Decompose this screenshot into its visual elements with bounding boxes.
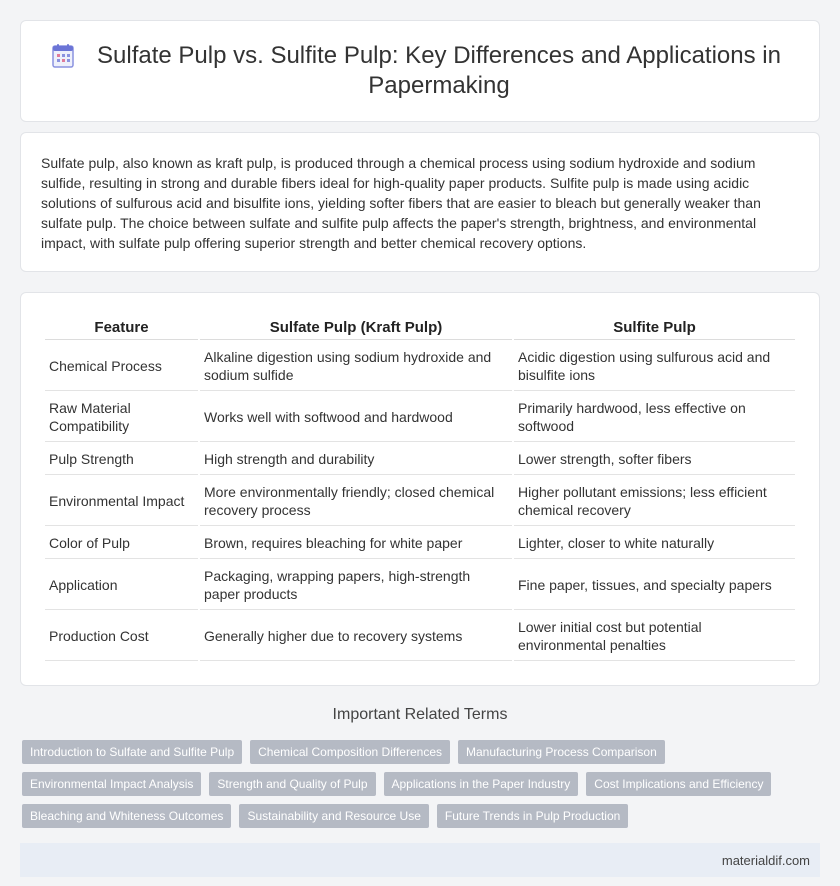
table-row	[45, 342, 795, 391]
column-header-sulfate: Sulfate Pulp (Kraft Pulp)	[200, 315, 512, 340]
footer-bar	[20, 843, 820, 877]
column-header-feature: Feature	[45, 315, 198, 340]
related-term-tag[interactable]: Bleaching and Whiteness Outcomes	[22, 804, 231, 828]
feature-cell: Raw Material Compatibility	[45, 393, 198, 442]
table-row	[45, 444, 795, 475]
table-row	[45, 393, 795, 442]
sulfite-cell: Fine paper, tissues, and specialty papers	[514, 561, 795, 610]
table-row	[45, 528, 795, 559]
sulfate-cell: Alkaline digestion using sodium hydroxide and sodium sulfide	[200, 342, 512, 391]
sulfite-cell: Higher pollutant emissions; less efficient chemical recovery	[514, 477, 795, 526]
sulfate-cell: Generally higher due to recovery systems	[200, 612, 512, 661]
table-row	[45, 477, 795, 526]
sulfate-cell: More environmentally friendly; closed chemical recovery process	[200, 477, 512, 526]
table-header-row	[45, 315, 795, 340]
related-term-tag[interactable]: Manufacturing Process Comparison	[458, 740, 665, 764]
comparison-table-card	[20, 292, 820, 686]
related-term-tag[interactable]: Applications in the Paper Industry	[384, 772, 579, 796]
table-row	[45, 561, 795, 610]
related-term-tag[interactable]: Sustainability and Resource Use	[239, 804, 428, 828]
page-title: Sulfate Pulp vs. Sulfite Pulp: Key Differences and Applications in Papermaking	[97, 42, 781, 99]
feature-cell: Production Cost	[45, 612, 198, 661]
sulfite-cell: Lower initial cost but potential environmental penalties	[514, 612, 795, 661]
feature-cell: Environmental Impact	[45, 477, 198, 526]
related-terms-heading: Important Related Terms	[332, 706, 508, 723]
feature-cell: Chemical Process	[45, 342, 198, 391]
related-term-tag[interactable]: Introduction to Sulfate and Sulfite Pulp	[22, 740, 242, 764]
feature-cell: Color of Pulp	[45, 528, 198, 559]
document-icon	[51, 43, 75, 69]
comparison-table	[43, 313, 797, 663]
column-header-sulfite: Sulfite Pulp	[514, 315, 795, 340]
feature-cell: Pulp Strength	[45, 444, 198, 475]
header-inner	[51, 41, 789, 101]
related-term-tag[interactable]: Strength and Quality of Pulp	[209, 772, 375, 796]
sulfite-cell: Lighter, closer to white naturally	[514, 528, 795, 559]
footer-site-link[interactable]: materialdif.com	[721, 852, 810, 868]
intro-card	[20, 132, 820, 272]
related-terms-list	[22, 740, 820, 828]
sulfate-cell: Brown, requires bleaching for white paper	[200, 528, 512, 559]
sulfate-cell: Works well with softwood and hardwood	[200, 393, 512, 442]
feature-cell: Application	[45, 561, 198, 610]
sulfite-cell: Lower strength, softer fibers	[514, 444, 795, 475]
sulfate-cell: High strength and durability	[200, 444, 512, 475]
sulfite-cell: Acidic digestion using sulfurous acid and bisulfite ions	[514, 342, 795, 391]
sulfate-cell: Packaging, wrapping papers, high-strength paper products	[200, 561, 512, 610]
sulfite-cell: Primarily hardwood, less effective on softwood	[514, 393, 795, 442]
related-term-tag[interactable]: Cost Implications and Efficiency	[586, 772, 771, 796]
related-term-tag[interactable]: Future Trends in Pulp Production	[437, 804, 628, 828]
related-term-tag[interactable]: Chemical Composition Differences	[250, 740, 450, 764]
header-card	[20, 20, 820, 122]
related-term-tag[interactable]: Environmental Impact Analysis	[22, 772, 201, 796]
intro-paragraph: Sulfate pulp, also known as kraft pulp, is produced through a chemical process using sodium hydroxide and sodium sulfide, resulting in strong and durable fibers ideal for high-quality paper products. Sulfite pulp is made using acidic solutions of sulfurous acid and bisulfite ions, yielding softer fibers that are easier to bleach but generally weaker than sulfate pulp. The choice between sulfate and sulfite pulp affects the paper's strength, brightness, and environmental impact, with sulfate pulp offering superior strength and better chemical recovery options.	[41, 155, 761, 251]
table-row	[45, 612, 795, 661]
